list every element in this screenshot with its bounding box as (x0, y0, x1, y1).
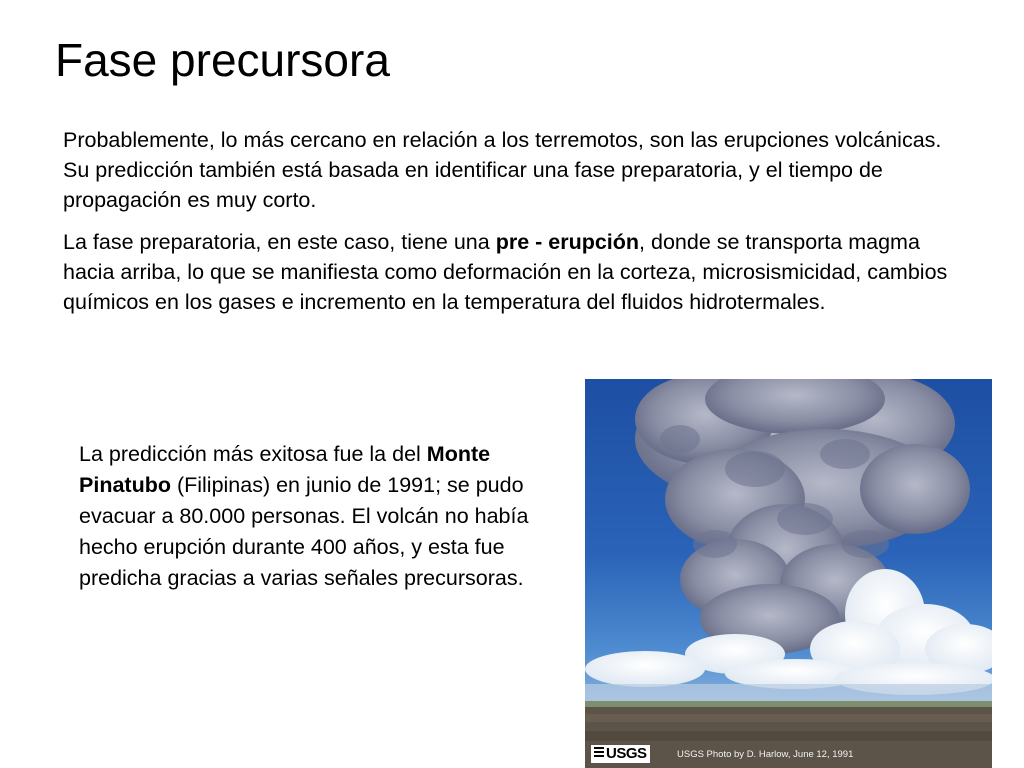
usgs-wave-icon (594, 747, 604, 759)
slide-title: Fase precursora (55, 34, 390, 86)
intro-paragraph-2-start: La fase preparatoria, en este caso, tiene una (63, 230, 496, 254)
pinatubo-eruption-photo (585, 379, 992, 768)
monte-pinatubo-term: Monte Pinatubo (79, 442, 491, 497)
intro-paragraph-2-end: , donde se transporta magma hacia arriba, lo que se manifiesta como deformación en la corteza, microsismicidad, cambios químicos en los gases e incremento en la temperatura del fluidos hidrotermales. (63, 230, 948, 314)
pinatubo-paragraph (79, 439, 579, 594)
pinatubo-text-start: La predicción más exitosa fue la del (79, 442, 427, 466)
eruption-illustration (585, 379, 992, 768)
pinatubo-text-end: (Filipinas) en junio de 1991; se pudo evacuar a 80.000 personas. El volcán no había hecho erupción durante 400 años, y esta fue predicha gracias a varias señales precursoras. (79, 473, 529, 590)
intro-paragraph-2 (63, 227, 953, 317)
intro-text-block (63, 125, 953, 317)
photo-credit: USGS Photo by D. Harlow, June 12, 1991 (677, 749, 854, 760)
pinatubo-text-block (79, 439, 579, 594)
usgs-logo-text: USGS (606, 745, 647, 762)
pre-eruption-term: pre - erupción (495, 230, 640, 254)
usgs-logo (591, 745, 650, 763)
intro-paragraph-1: Probablemente, lo más cercano en relación a los terremotos, son las erupciones volcánicas. Su predicción también está basada en identificar una fase preparatoria, y el tiempo de propagación es muy corto. (63, 128, 942, 212)
